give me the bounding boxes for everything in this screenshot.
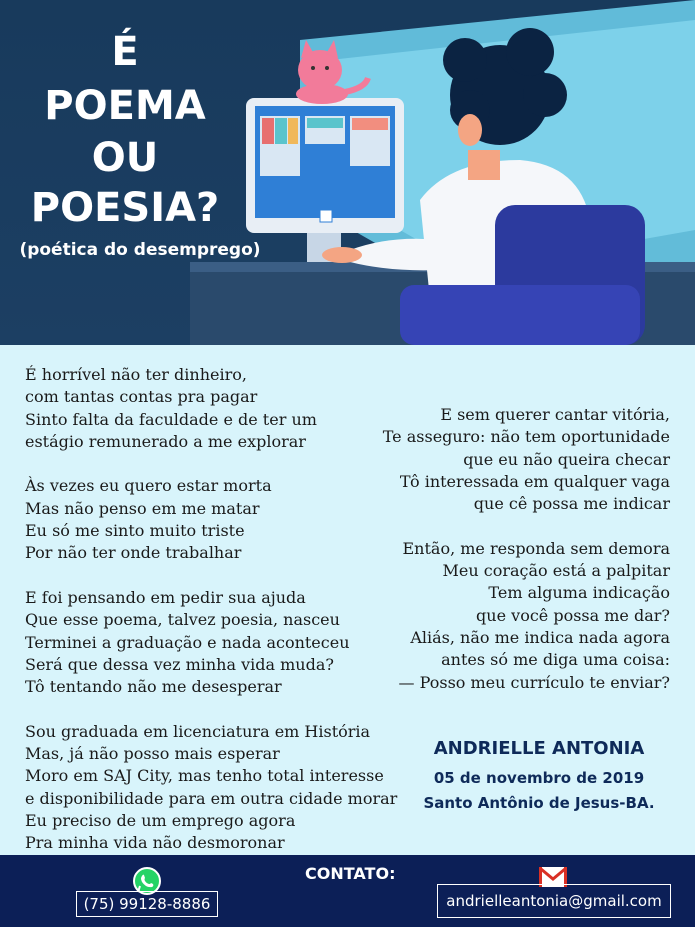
stanza-gap xyxy=(25,565,397,587)
poem-line: Será que dessa vez minha vida muda? xyxy=(25,654,334,674)
poem-line: Moro em SAJ City, mas tenho total interesse xyxy=(25,766,384,786)
stanza-gap xyxy=(383,515,670,537)
poem-line: e disponibilidade para em outra cidade morar xyxy=(25,788,398,808)
author-date: 05 de novembro de 2019 xyxy=(433,769,645,787)
title-line-3: OU xyxy=(91,135,159,181)
author-name: ANDRIELLE ANTONIA xyxy=(433,738,645,759)
poem-line: É horrível não ter dinheiro, xyxy=(25,365,247,384)
poem-line: com tantas contas pra pagar xyxy=(25,387,258,407)
poem-line: Sinto falta da faculdade e de ter um xyxy=(25,409,317,429)
contact-label: CONTATO: xyxy=(305,864,396,883)
poem-line: E sem querer cantar vitória, xyxy=(440,405,670,424)
title-line-2: POEMA xyxy=(44,83,206,129)
subtitle: (poética do desemprego) xyxy=(19,240,261,260)
poem-line: que você possa me dar? xyxy=(476,605,670,625)
poem-line: que eu não queira checar xyxy=(463,449,670,469)
poem-line: Mas não penso em me matar xyxy=(25,498,260,518)
poem-line: Eu só me sinto muito triste xyxy=(25,521,245,541)
poem-line: Por não ter onde trabalhar xyxy=(25,543,242,563)
poem-line: Tô tentando não me desesperar xyxy=(25,677,282,697)
poem-left-column xyxy=(25,364,397,855)
screen-logo xyxy=(320,210,332,222)
poem-line: Aliás, não me indica nada agora xyxy=(410,627,670,647)
poem-line: E foi pensando em pedir sua ajuda xyxy=(25,587,306,607)
poem-line: Tem alguma indicação xyxy=(488,583,670,603)
hero-banner xyxy=(0,0,695,345)
stanza-gap xyxy=(25,453,397,475)
poem-line: que cê possa me indicar xyxy=(473,494,670,514)
poem-line: — Posso meu currículo te enviar? xyxy=(398,672,670,692)
poem-line: Te asseguro: não tem oportunidade xyxy=(382,427,670,447)
author-block xyxy=(409,738,669,812)
phone-number[interactable]: (75) 99128-8886 xyxy=(76,891,218,917)
poem-line: Terminei a graduação e nada aconteceu xyxy=(25,632,350,652)
poem-line: Tô interessada em qualquer vaga xyxy=(399,471,670,491)
poem-line: Mas, já não posso mais esperar xyxy=(25,744,280,764)
title-line-1: É xyxy=(111,29,139,75)
poem-line: Pra minha vida não desmoronar xyxy=(25,833,285,853)
poem-line: Sou graduada em licenciatura em História xyxy=(25,721,371,741)
email-address[interactable]: andrielleantonia@gmail.com xyxy=(437,884,671,918)
title-line-4: POESIA? xyxy=(30,185,220,231)
poem-right-column xyxy=(383,404,670,694)
poem-line: Que esse poema, talvez poesia, nasceu xyxy=(25,610,340,630)
poem-line: Eu preciso de um emprego agora xyxy=(25,810,296,830)
poem-line: Então, me responda sem demora xyxy=(402,538,670,558)
poem-line: antes só me diga uma coisa: xyxy=(441,650,670,670)
poem-line: Às vezes eu quero estar morta xyxy=(25,476,272,496)
poem-line: estágio remunerado a me explorar xyxy=(25,431,306,451)
poem-line: Meu coração está a palpitar xyxy=(442,561,670,581)
author-place: Santo Antônio de Jesus-BA. xyxy=(423,794,655,812)
stanza-gap xyxy=(25,698,397,720)
